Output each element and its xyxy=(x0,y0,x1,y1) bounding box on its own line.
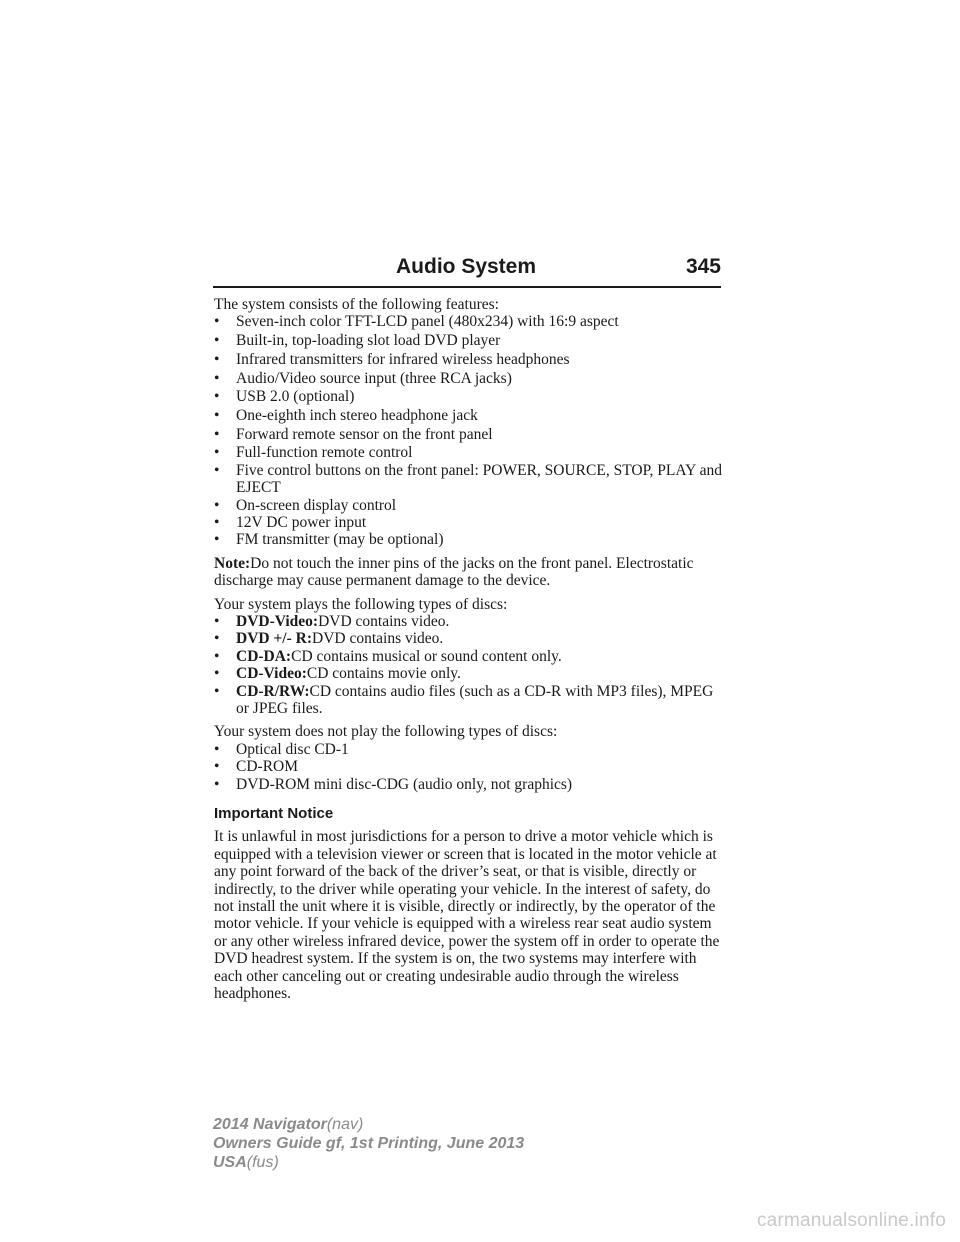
bullet-icon: • xyxy=(214,513,220,531)
bullet-icon: • xyxy=(214,758,220,776)
list-item-text: Forward remote sensor on the front panel xyxy=(236,425,493,443)
disc-type-label: DVD +/- R: xyxy=(236,630,312,648)
list-item xyxy=(214,444,724,461)
list-item xyxy=(214,370,724,387)
list-item xyxy=(214,776,724,793)
list-item-text: Five control buttons on the front panel: POWER, SOURCE, STOP, PLAY and EJECT xyxy=(236,461,722,497)
footer-model: 2014 Navigator xyxy=(213,1116,327,1133)
footer-market: USA xyxy=(213,1154,247,1171)
list-item xyxy=(214,683,724,718)
list-item xyxy=(214,648,724,665)
header-rule xyxy=(213,286,721,288)
list-item-text: One-eighth inch stereo headphone jack xyxy=(236,406,478,424)
list-item-text: 12V DC power input xyxy=(236,513,367,531)
list-item-text: Seven-inch color TFT-LCD panel (480x234) with 16:9 aspect xyxy=(236,313,619,331)
list-item xyxy=(214,514,724,531)
list-item-text: FM transmitter (may be optional) xyxy=(236,531,444,549)
list-item-text: Optical disc CD-1 xyxy=(236,740,349,758)
disc-type-desc: DVD contains video. xyxy=(318,612,450,630)
list-item-text: CD-ROM xyxy=(236,758,299,776)
page-footer xyxy=(213,1115,524,1172)
page-content xyxy=(214,296,724,1003)
footer-market-code: (fus) xyxy=(246,1154,279,1171)
footer-line-market xyxy=(213,1153,524,1172)
bullet-icon: • xyxy=(214,682,220,700)
bullet-icon: • xyxy=(214,369,220,387)
bullet-icon: • xyxy=(214,313,220,331)
page-number: 345 xyxy=(685,255,721,278)
list-item xyxy=(214,407,724,424)
footer-printing: Owners Guide gf, 1st Printing, June 2013 xyxy=(213,1135,525,1152)
disc-type-desc: CD contains musical or sound content only. xyxy=(291,647,562,665)
bullet-icon: • xyxy=(214,444,220,462)
list-item xyxy=(214,313,724,330)
list-item xyxy=(214,462,724,497)
list-item xyxy=(214,388,724,405)
plays-list xyxy=(214,613,724,717)
list-item xyxy=(214,426,724,443)
list-item-text: On-screen display control xyxy=(236,496,397,514)
list-item-text: Built-in, top-loading slot load DVD player xyxy=(236,332,501,350)
list-item xyxy=(214,497,724,514)
list-item xyxy=(214,531,724,548)
note-label: Note: xyxy=(214,554,251,572)
disc-type-desc: DVD contains video. xyxy=(312,630,444,648)
list-item-text: Infrared transmitters for infrared wireless headphones xyxy=(236,350,570,368)
features-list xyxy=(214,313,724,548)
important-notice-body: It is unlawful in most jurisdictions for a person to drive a motor vehicle which is equipped with a television viewer or screen that is located in the motor vehicle at any point forward of the back of the driver’s seat, or that is visible, directly or indirectly, to the driver while operating your vehicle. In the interest of safety, do not install the unit where it is visible, directly or indirectly, by the operator of the motor vehicle. If your vehicle is equipped with a wireless rear seat audio system or any other wireless infrared device, power the system off in order to operate the DVD headrest system. If the system is on, the two systems may interfere with each other canceling out or creating undesirable audio through the wireless headphones. xyxy=(214,828,720,1003)
watermark: carmanualsonline.info xyxy=(756,1210,946,1231)
disc-type-label: DVD-Video: xyxy=(236,612,319,630)
list-item xyxy=(214,741,724,758)
note-text: Do not touch the inner pins of the jacks on the front panel. Electrostatic discharge may cause permanent damage to the device. xyxy=(214,554,694,590)
disc-type-desc: CD contains audio files (such as a CD-R with MP3 files), MPEG or JPEG files. xyxy=(236,682,714,718)
list-item-text: Audio/Video source input (three RCA jacks) xyxy=(236,369,512,387)
note-paragraph xyxy=(214,555,724,590)
disc-type-label: CD-Video: xyxy=(236,665,307,683)
list-item-text: DVD-ROM mini disc-CDG (audio only, not graphics) xyxy=(236,775,573,793)
list-item xyxy=(214,758,724,775)
bullet-icon: • xyxy=(214,531,220,549)
bullet-icon: • xyxy=(214,425,220,443)
page-header xyxy=(213,255,721,287)
bullet-icon: • xyxy=(214,388,220,406)
bullet-icon: • xyxy=(214,630,220,648)
plays-intro: Your system plays the following types of discs: xyxy=(214,595,508,613)
bullet-icon: • xyxy=(214,350,220,368)
list-item-text: Full-function remote control xyxy=(236,444,413,462)
not-plays-intro: Your system does not play the following types of discs: xyxy=(214,723,558,741)
bullet-icon: • xyxy=(214,406,220,424)
bullet-icon: • xyxy=(214,647,220,665)
features-intro: The system consists of the following features: xyxy=(214,296,499,313)
list-item xyxy=(214,351,724,368)
list-item xyxy=(214,332,724,349)
footer-model-code: (nav) xyxy=(326,1116,364,1133)
important-notice-heading: Important Notice xyxy=(214,805,334,823)
bullet-icon: • xyxy=(214,740,220,758)
disc-type-desc: CD contains movie only. xyxy=(306,665,461,683)
disc-type-label: CD-DA: xyxy=(236,647,292,665)
list-item-text: USB 2.0 (optional) xyxy=(236,388,355,406)
bullet-icon: • xyxy=(214,665,220,683)
disc-type-label: CD-R/RW: xyxy=(236,682,310,700)
bullet-icon: • xyxy=(214,775,220,793)
section-title: Audio System xyxy=(396,255,537,278)
bullet-icon: • xyxy=(214,612,220,630)
bullet-icon: • xyxy=(214,332,220,350)
list-item xyxy=(214,630,724,647)
bullet-icon: • xyxy=(214,496,220,514)
list-item xyxy=(214,665,724,682)
footer-line-model xyxy=(213,1115,524,1134)
bullet-icon: • xyxy=(214,461,220,479)
not-plays-list xyxy=(214,741,724,793)
list-item xyxy=(214,613,724,630)
